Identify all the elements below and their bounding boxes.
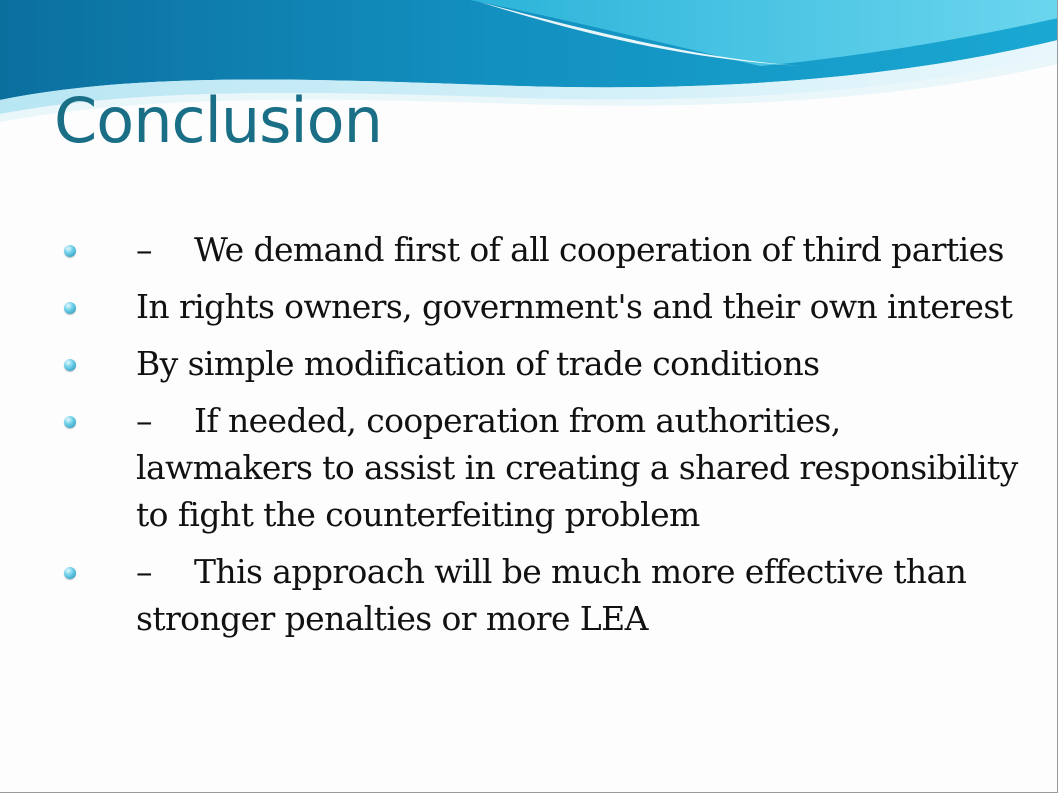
dash-marker: – [136, 401, 152, 440]
dash-marker: – [136, 230, 152, 269]
bullet-item [60, 548, 1020, 642]
bullet-list [60, 226, 1020, 652]
bullet-dot-icon [64, 302, 76, 314]
bullet-dot-icon [64, 245, 76, 257]
bullet-item [60, 226, 1020, 273]
dash-marker: – [136, 552, 152, 591]
slide-title: Conclusion [54, 84, 382, 157]
bullet-text: If needed, cooperation from authorities, lawmakers to assist in creating a shared responsibility to fight the counterfeiting problem [136, 401, 1018, 534]
bullet-text: We demand first of all cooperation of third parties [194, 230, 1004, 269]
bullet-item [60, 340, 1020, 387]
bullet-text: By simple modification of trade conditions [136, 344, 820, 383]
bullet-dot-icon [64, 567, 76, 579]
bullet-text: In rights owners, government's and their own interest [136, 287, 1013, 326]
bullet-item [60, 397, 1020, 538]
bullet-text: This approach will be much more effective than stronger penalties or more LEA [136, 552, 967, 638]
bullet-dot-icon [64, 359, 76, 371]
bullet-dot-icon [64, 416, 76, 428]
bullet-item [60, 283, 1020, 330]
